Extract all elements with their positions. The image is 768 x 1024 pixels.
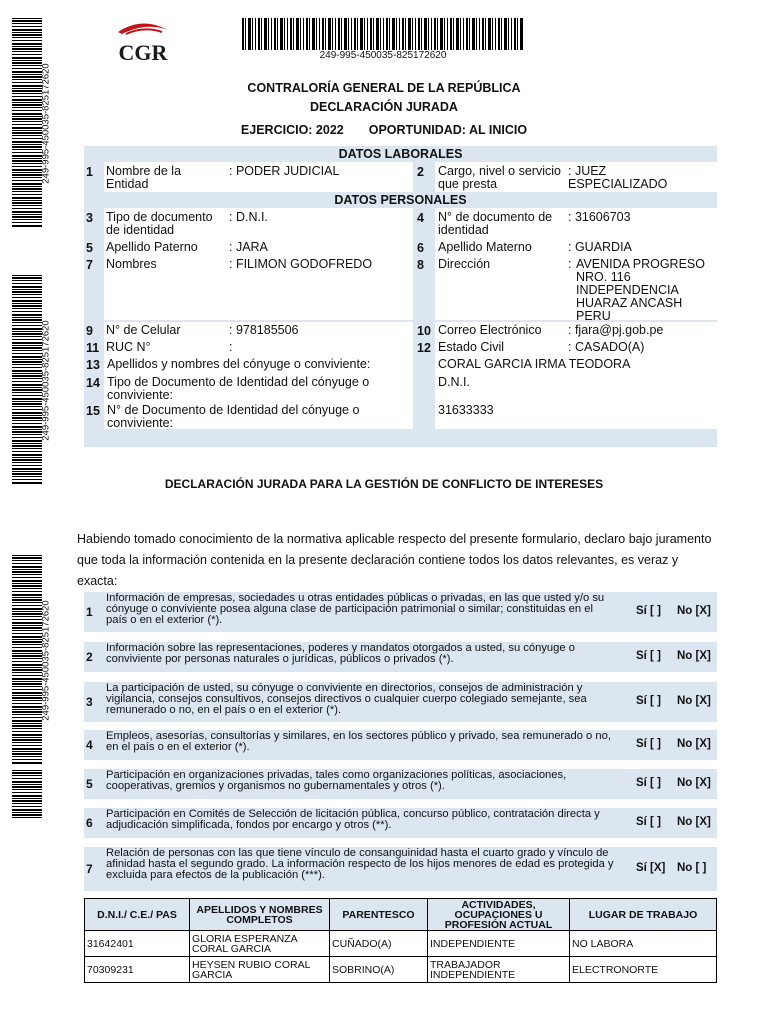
relatives-table-header bbox=[85, 899, 717, 931]
cell-parentesco: SOBRINO(A) bbox=[330, 957, 428, 983]
field-1-num: 1 bbox=[86, 165, 93, 179]
field-1-label: Nombre de la Entidad bbox=[106, 164, 182, 191]
question-number: 7 bbox=[86, 862, 93, 876]
question-row bbox=[84, 682, 717, 722]
question-row bbox=[84, 808, 717, 838]
question-si: Sí [ ] bbox=[636, 816, 661, 828]
question-no: No [X] bbox=[677, 738, 711, 750]
question-si: Sí [X] bbox=[636, 862, 666, 874]
field-6-num: 6 bbox=[417, 241, 424, 255]
oportunidad: OPORTUNIDAD: AL INICIO bbox=[368, 123, 528, 137]
col-lugar: LUGAR DE TRABAJO bbox=[570, 899, 717, 931]
field-3-num: 3 bbox=[86, 211, 93, 225]
conflicto-intro: Habiendo tomado conocimiento de la normativa aplicable respecto del presente formulario, declaro bajo juramento que toda la información contenida en la presente declaración contiene todos los datos relevantes, es veraz y exacta: bbox=[77, 532, 712, 588]
field-5-num: 5 bbox=[86, 241, 93, 255]
side-barcode-4 bbox=[12, 770, 42, 820]
cell-parentesco: CUÑADO(A) bbox=[330, 931, 428, 957]
cell-dni: 70309231 bbox=[85, 957, 190, 983]
datos-personales-header: DATOS PERSONALES bbox=[84, 192, 717, 208]
field-14-num: 14 bbox=[86, 376, 100, 390]
question-text: Participación en organizaciones privadas, tales como organizaciones políticas, asociaciones, cooperativas, gremios y organismos no gubernamentales y otros (*). bbox=[106, 769, 567, 792]
field-12-label: Estado Civil bbox=[438, 340, 504, 354]
field-14-label: Tipo de Documento de Identidad del cónyuge o conviviente: bbox=[107, 375, 370, 402]
field-15-label: N° de Documento de Identidad del cónyuge o conviviente: bbox=[107, 403, 360, 430]
field-7-label: Nombres bbox=[106, 257, 157, 271]
question-si: Sí [ ] bbox=[636, 738, 661, 750]
question-text: Información de empresas, sociedades u otras entidades públicas o privadas, en las que usted y/o su cónyuge o conviviente posea alguna clase de participación patrimonial o similar; constituidas en el país o en el exterior (*). bbox=[106, 592, 605, 626]
org-title: CONTRALORÍA GENERAL DE LA REPÚBLICA bbox=[247, 81, 521, 95]
field-7-num: 7 bbox=[86, 258, 93, 272]
field-6-label: Apellido Materno bbox=[438, 240, 532, 254]
question-number: 2 bbox=[86, 650, 93, 664]
question-row bbox=[84, 642, 717, 672]
question-number: 4 bbox=[86, 738, 93, 752]
top-barcode-number: 249-995-450035-825172620 bbox=[319, 50, 447, 61]
question-row bbox=[84, 592, 717, 632]
col-nombres: APELLIDOS Y NOMBRES COMPLETOS bbox=[190, 899, 330, 931]
field-3-label: Tipo de documento de identidad bbox=[106, 210, 213, 237]
side-barcode-number-3: 249-995-450035-825172620 bbox=[40, 599, 52, 721]
field-1-value: : PODER JUDICIAL bbox=[229, 164, 340, 178]
field-12-num: 12 bbox=[417, 341, 431, 355]
question-no: No [X] bbox=[677, 605, 711, 617]
question-no: No [X] bbox=[677, 650, 711, 662]
question-no: No [X] bbox=[677, 816, 711, 828]
field-8-num: 8 bbox=[417, 258, 424, 272]
question-no: No [X] bbox=[677, 695, 711, 707]
doc-title: DECLARACIÓN JURADA bbox=[310, 100, 458, 114]
field-10-num: 10 bbox=[417, 324, 431, 338]
ejercicio: EJERCICIO: 2022 bbox=[240, 123, 344, 137]
table-row bbox=[85, 931, 717, 957]
question-number: 6 bbox=[86, 816, 93, 830]
question-row bbox=[84, 730, 717, 760]
question-text: Información sobre las representaciones, poderes y mandatos otorgados a usted, su cónyuge o conviviente por personas naturales o jurídicas, públicos o privados (*). bbox=[106, 642, 575, 665]
cell-lugar: NO LABORA bbox=[570, 931, 717, 957]
field-11-num: 11 bbox=[86, 341, 100, 355]
col-actividades: ACTIVIDADES, OCUPACIONES U PROFESIÓN ACTUAL bbox=[428, 899, 570, 931]
field-9-num: 9 bbox=[86, 324, 93, 338]
field-9-label: N° de Celular bbox=[106, 323, 181, 337]
col-parentesco: PARENTESCO bbox=[330, 899, 428, 931]
field-8-colon: : bbox=[568, 257, 572, 271]
field-13-value: CORAL GARCIA IRMA TEODORA bbox=[438, 357, 631, 371]
field-4-num: 4 bbox=[417, 211, 424, 225]
field-5-value: : JARA bbox=[229, 240, 268, 254]
question-text: Empleos, asesorías, consultorías y similares, en los sectores público y privado, sea remunerado o no, en el país o en el exterior (*). bbox=[106, 730, 611, 753]
field-5-label: Apellido Paterno bbox=[106, 240, 198, 254]
question-text: La participación de usted, su cónyuge o conviviente en directorios, consejos de administración y vigilancia, consejos consultivos, consejos directivos o cualquier cuerpo colegiado semejante, sea remunerado o no, en el país o en el exterior (*). bbox=[106, 682, 587, 716]
field-8-label: Dirección bbox=[438, 257, 491, 271]
field-2-num: 2 bbox=[417, 165, 424, 179]
top-barcode bbox=[242, 18, 524, 50]
question-text: Relación de personas con las que tiene vínculo de consanguinidad hasta el cuarto grado y vínculo de afinidad hasta el segundo grado. La información respecto de los hijos menores de edad es protegida y excluida para efectos de la publicación (***). bbox=[106, 847, 614, 881]
question-number: 3 bbox=[86, 695, 93, 709]
field-2-value: : JUEZ ESPECIALIZADO bbox=[568, 164, 668, 191]
question-number: 1 bbox=[86, 605, 93, 619]
question-number: 5 bbox=[86, 777, 93, 791]
field-11-value: : bbox=[229, 340, 233, 354]
question-row bbox=[84, 769, 717, 799]
field-10-value: : fjara@pj.gob.pe bbox=[568, 323, 664, 337]
field-13-num: 13 bbox=[86, 358, 100, 372]
relatives-table bbox=[84, 898, 717, 983]
cell-lugar: ELECTRONORTE bbox=[570, 957, 717, 983]
cell-nombres: GLORIA ESPERANZA CORAL GARCIA bbox=[190, 931, 330, 957]
exercise-line bbox=[0, 123, 768, 137]
field-12-value: : CASADO(A) bbox=[568, 340, 645, 354]
datos-laborales-header: DATOS LABORALES bbox=[84, 146, 717, 162]
field-2-label: Cargo, nivel o servicio que presta bbox=[438, 164, 561, 191]
cell-nombres: HEYSEN RUBIO CORAL GARCIA bbox=[190, 957, 330, 983]
question-si: Sí [ ] bbox=[636, 695, 661, 707]
field-11-label: RUC N° bbox=[106, 340, 151, 354]
field-6-value: : GUARDIA bbox=[568, 240, 632, 254]
question-si: Sí [ ] bbox=[636, 777, 661, 789]
question-row bbox=[84, 847, 717, 891]
field-4-label: N° de documento de identidad bbox=[438, 210, 553, 237]
field-9-value: : 978185506 bbox=[229, 323, 299, 337]
field-13-label: Apellidos y nombres del cónyuge o conviviente: bbox=[107, 357, 371, 371]
svg-text:CGR: CGR bbox=[118, 40, 168, 65]
field-15-num: 15 bbox=[86, 404, 100, 418]
field-3-value: : D.N.I. bbox=[229, 210, 268, 224]
field-8-value: AVENIDA PROGRESO NRO. 116 INDEPENDENCIA HUARAZ ANCASH PERU bbox=[576, 257, 705, 323]
field-10-label: Correo Electrónico bbox=[438, 323, 542, 337]
field-7-value: : FILIMON GODOFREDO bbox=[229, 257, 373, 271]
cgr-logo bbox=[112, 18, 174, 66]
question-text: Participación en Comités de Selección de licitación pública, concurso público, contratación directa y adjudicación simplificada, fondos por encargo y otros (**). bbox=[106, 808, 600, 831]
field-15-value: 31633333 bbox=[438, 403, 494, 417]
question-si: Sí [ ] bbox=[636, 605, 661, 617]
side-barcode-number-1: 249-995-450035-825172620 bbox=[40, 62, 52, 184]
question-no: No [ ] bbox=[677, 862, 707, 874]
question-si: Sí [ ] bbox=[636, 650, 661, 662]
field-4-value: : 31606703 bbox=[568, 210, 631, 224]
conflicto-title: DECLARACIÓN JURADA PARA LA GESTIÓN DE CONFLICTO DE INTERESES bbox=[164, 477, 604, 491]
table-row bbox=[85, 957, 717, 983]
side-barcode-number-2: 249-995-450035-825172620 bbox=[40, 319, 52, 441]
cell-dni: 31642401 bbox=[85, 931, 190, 957]
col-dni: D.N.I./ C.E./ PAS bbox=[85, 899, 190, 931]
cell-actividades: INDEPENDIENTE bbox=[428, 931, 570, 957]
question-no: No [X] bbox=[677, 777, 711, 789]
field-14-value: D.N.I. bbox=[438, 375, 470, 389]
cell-actividades: TRABAJADOR INDEPENDIENTE bbox=[428, 957, 570, 983]
